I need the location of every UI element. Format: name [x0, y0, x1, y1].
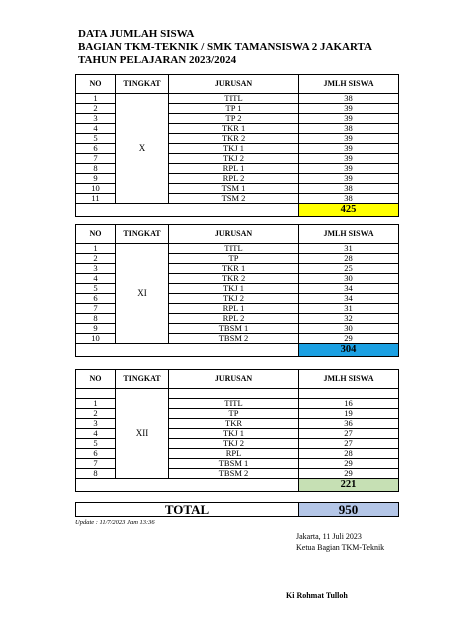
subtotal-row [76, 344, 399, 357]
row-jumlah: 39 [299, 134, 399, 144]
col-jurusan-header: JURUSAN [169, 370, 299, 389]
row-no: 2 [76, 104, 116, 114]
row-jumlah: 19 [299, 409, 399, 419]
row-jurusan: TBSM 2 [169, 334, 299, 344]
sign-role: Ketua Bagian TKM-Teknik [296, 543, 385, 552]
row-jurusan: TKR 1 [169, 124, 299, 134]
row-jurusan: TP [169, 254, 299, 264]
row-jurusan: TKR [169, 419, 299, 429]
col-no-header: NO [76, 225, 116, 244]
row-jurusan: TKJ 2 [169, 154, 299, 164]
header-year: TAHUN PELAJARAN 2023/2024 [78, 54, 237, 66]
grand-total-value: 950 [299, 503, 399, 517]
row-jumlah: 30 [299, 324, 399, 334]
update-timestamp: Update : 11/7/2023 Jam 13:36 [75, 519, 155, 526]
row-jumlah [299, 389, 399, 399]
col-jurusan-header: JURUSAN [169, 75, 299, 94]
row-no: 11 [76, 194, 116, 204]
row-jurusan: TITL [169, 94, 299, 104]
row-no: 7 [76, 154, 116, 164]
row-no: 7 [76, 459, 116, 469]
row-jurusan: RPL 2 [169, 314, 299, 324]
row-jumlah: 39 [299, 114, 399, 124]
col-jumlah-header: JMLH SISWA [299, 370, 399, 389]
row-jurusan: TP [169, 409, 299, 419]
table-grade-x [75, 74, 399, 217]
row-no: 4 [76, 274, 116, 284]
grand-total-row [75, 502, 399, 517]
sign-place-date: Jakarta, 11 Juli 2023 [296, 532, 362, 541]
row-tingkat: XI [116, 244, 169, 344]
table-grade-xii [75, 369, 399, 492]
row-jumlah: 25 [299, 264, 399, 274]
row-no: 3 [76, 419, 116, 429]
row-jumlah: 38 [299, 94, 399, 104]
table-header-row [76, 75, 399, 94]
row-jurusan: TSM 2 [169, 194, 299, 204]
col-tingkat-header: TINGKAT [116, 225, 169, 244]
row-no: 5 [76, 134, 116, 144]
row-jurusan: TKJ 2 [169, 439, 299, 449]
row-no: 1 [76, 399, 116, 409]
row-tingkat: X [116, 94, 169, 204]
row-jurusan: TKJ 1 [169, 144, 299, 154]
row-no: 8 [76, 469, 116, 479]
row-jurusan: TKR 2 [169, 134, 299, 144]
row-jurusan: TSM 1 [169, 184, 299, 194]
row-jumlah: 28 [299, 254, 399, 264]
subtotal-spacer [76, 344, 299, 357]
subtotal-value: 221 [299, 479, 399, 492]
col-no-header: NO [76, 370, 116, 389]
subtotal-row [76, 479, 399, 492]
row-jurusan: RPL 1 [169, 164, 299, 174]
row-jurusan: TBSM 1 [169, 459, 299, 469]
row-no: 4 [76, 429, 116, 439]
signature-block [296, 531, 384, 553]
row-no: 3 [76, 264, 116, 274]
grand-total-label: TOTAL [76, 503, 299, 517]
row-no: 2 [76, 254, 116, 264]
row-jumlah: 34 [299, 284, 399, 294]
row-no: 1 [76, 94, 116, 104]
row-tingkat: XII [116, 389, 169, 479]
row-no: 10 [76, 334, 116, 344]
col-jumlah-header: JMLH SISWA [299, 225, 399, 244]
row-jumlah: 29 [299, 469, 399, 479]
row-jurusan: TBSM 1 [169, 324, 299, 334]
row-jumlah: 39 [299, 144, 399, 154]
row-jurusan: TKR 1 [169, 264, 299, 274]
row-jumlah: 38 [299, 194, 399, 204]
signer-name: Ki Rohmat Tulloh [286, 591, 348, 600]
row-no: 1 [76, 244, 116, 254]
row-jurusan: TKJ 2 [169, 294, 299, 304]
row-jumlah: 39 [299, 164, 399, 174]
row-no: 9 [76, 174, 116, 184]
table-grade-xi [75, 224, 399, 357]
row-jurusan [169, 389, 299, 399]
row-jumlah: 39 [299, 104, 399, 114]
subtotal-value: 425 [299, 204, 399, 217]
row-jumlah: 39 [299, 154, 399, 164]
table-row [76, 244, 399, 254]
col-tingkat-header: TINGKAT [116, 370, 169, 389]
row-jurusan: TITL [169, 244, 299, 254]
col-tingkat-header: TINGKAT [116, 75, 169, 94]
row-jurusan: TP 2 [169, 114, 299, 124]
row-jumlah: 32 [299, 314, 399, 324]
row-no: 6 [76, 294, 116, 304]
table-header-row [76, 225, 399, 244]
row-jumlah: 36 [299, 419, 399, 429]
row-jurusan: TP 1 [169, 104, 299, 114]
row-jumlah: 28 [299, 449, 399, 459]
subtotal-row [76, 204, 399, 217]
document-header [78, 28, 372, 67]
row-no: 4 [76, 124, 116, 134]
row-jurusan: TKJ 1 [169, 429, 299, 439]
row-jumlah: 16 [299, 399, 399, 409]
row-no: 8 [76, 314, 116, 324]
table-header-row [76, 370, 399, 389]
row-jumlah: 27 [299, 439, 399, 449]
row-no: 2 [76, 409, 116, 419]
row-jumlah: 29 [299, 334, 399, 344]
row-jumlah: 30 [299, 274, 399, 284]
subtotal-spacer [76, 479, 299, 492]
row-jurusan: RPL 2 [169, 174, 299, 184]
row-no: 9 [76, 324, 116, 334]
row-jurusan: TITL [169, 399, 299, 409]
col-no-header: NO [76, 75, 116, 94]
header-title: DATA JUMLAH SISWA [78, 28, 195, 40]
col-jurusan-header: JURUSAN [169, 225, 299, 244]
row-no: 5 [76, 284, 116, 294]
row-no: 7 [76, 304, 116, 314]
row-jurusan: TKJ 1 [169, 284, 299, 294]
row-no: 10 [76, 184, 116, 194]
row-jumlah: 38 [299, 124, 399, 134]
table-row [76, 94, 399, 104]
subtotal-value: 304 [299, 344, 399, 357]
header-department: BAGIAN TKM-TEKNIK / SMK TAMANSISWA 2 JAKARTA [78, 41, 373, 53]
row-jumlah: 34 [299, 294, 399, 304]
table-row [76, 389, 399, 399]
row-jurusan: TKR 2 [169, 274, 299, 284]
row-no: 6 [76, 144, 116, 154]
row-jumlah: 27 [299, 429, 399, 439]
row-jumlah: 39 [299, 174, 399, 184]
row-no: 8 [76, 164, 116, 174]
row-jumlah: 31 [299, 244, 399, 254]
row-jurusan: TBSM 2 [169, 469, 299, 479]
row-jurusan: RPL [169, 449, 299, 459]
row-no [76, 389, 116, 399]
subtotal-spacer [76, 204, 299, 217]
col-jumlah-header: JMLH SISWA [299, 75, 399, 94]
row-no: 3 [76, 114, 116, 124]
row-jumlah: 38 [299, 184, 399, 194]
row-jurusan: RPL 1 [169, 304, 299, 314]
row-no: 5 [76, 439, 116, 449]
row-jumlah: 31 [299, 304, 399, 314]
row-jumlah: 29 [299, 459, 399, 469]
row-no: 6 [76, 449, 116, 459]
